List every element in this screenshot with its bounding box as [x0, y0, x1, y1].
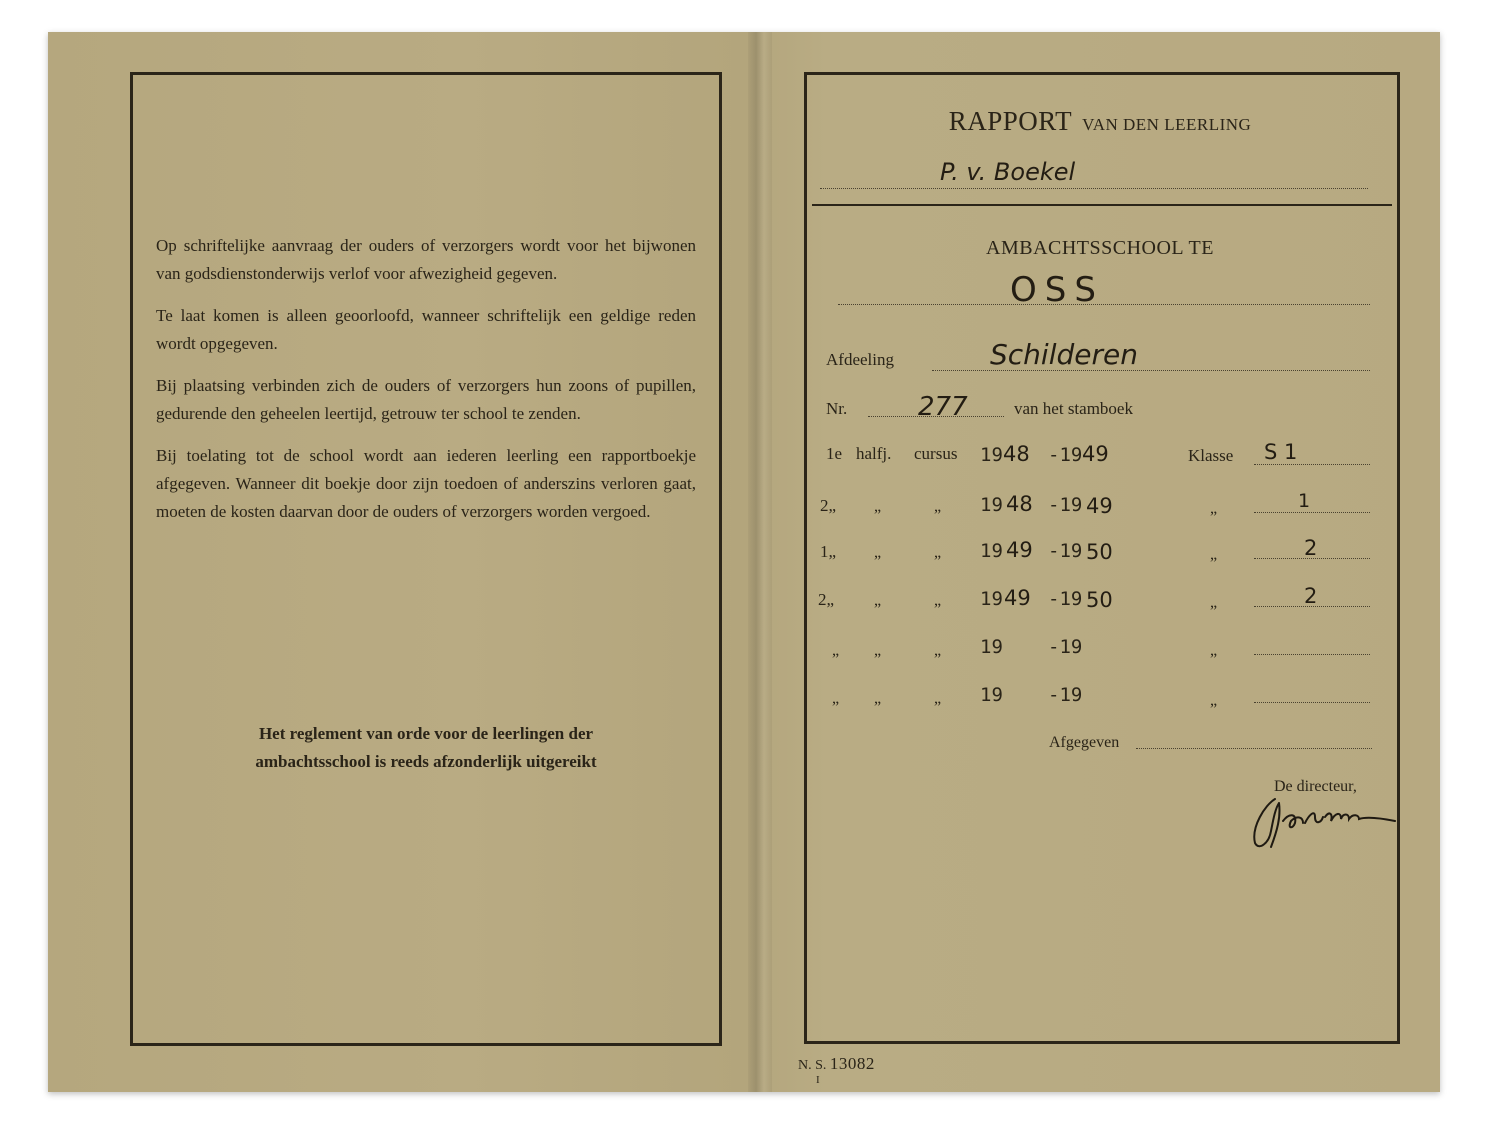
ditto-mark: „: [874, 690, 882, 707]
halfj-number: „: [832, 642, 840, 659]
afdeeling-value: Schilderen: [990, 338, 1138, 371]
halfj-number: 2„: [820, 496, 837, 515]
klasse-dotted-line: [1254, 606, 1370, 607]
afdeeling-dotted-line: [932, 370, 1370, 371]
reglement-note: [156, 720, 696, 776]
form-code-prefix: N. S.: [798, 1058, 827, 1073]
year-to-print: -19: [1048, 444, 1083, 466]
rules-text: [156, 232, 696, 540]
year-to-print: -19: [1048, 684, 1083, 706]
reglement-line: ambachtsschool is reeds afzonderlijk uitgereikt: [255, 752, 597, 771]
rule-paragraph: Op schriftelijke aanvraag der ouders of verzorgers wordt voor het bijwonen van godsdienstonderwijs verlof voor afwezigheid gegeven.: [156, 236, 696, 283]
afgegeven-dotted-line: [1136, 748, 1372, 749]
klasse-value: 2: [1304, 584, 1318, 608]
year-from-hand: 48: [1003, 442, 1030, 466]
klasse-dotted-line: [1254, 654, 1370, 655]
ditto-mark: „: [874, 498, 882, 515]
ditto-mark: „: [934, 592, 942, 609]
ditto-mark: „: [934, 690, 942, 707]
year-to-print: -19: [1048, 588, 1083, 610]
stamboek-label: van het stamboek: [1014, 399, 1133, 418]
year-to-print: -19: [1048, 494, 1083, 516]
rule-paragraph: Te laat komen is alleen geoorloofd, wanneer schriftelijk een geldige reden wordt opgegeven.: [156, 306, 696, 353]
year-from-print: 19: [980, 540, 1003, 562]
school-heading: AMBACHTSSCHOOL TE: [986, 237, 1214, 259]
left-page: [48, 32, 760, 1092]
year-to-print: -19: [1048, 540, 1083, 562]
cursus-label: cursus: [914, 444, 958, 463]
klasse-value: S 1: [1264, 440, 1298, 464]
ditto-mark: „: [934, 498, 942, 515]
klasse-dotted-line: [1254, 464, 1370, 465]
report-title: [760, 106, 1440, 137]
ditto-mark: „: [934, 642, 942, 659]
right-page: [760, 32, 1440, 1092]
form-code: [798, 1054, 875, 1086]
nr-dotted-line: [868, 416, 1004, 417]
afdeeling-label: Afdeeling: [826, 350, 894, 369]
title-main: RAPPORT: [948, 106, 1073, 136]
halfj-number: „: [832, 690, 840, 707]
year-from-print: 19: [980, 588, 1003, 610]
afgegeven-label: Afgegeven: [1049, 734, 1120, 751]
report-booklet: [48, 32, 1440, 1092]
reglement-line: Het reglement van orde voor de leerlingen der: [258, 724, 594, 743]
ditto-mark: „: [934, 544, 942, 561]
title-sub: VAN DEN LEERLING: [1082, 115, 1252, 134]
year-to-hand: 50: [1086, 588, 1113, 612]
klasse-ditto: „: [1210, 692, 1218, 709]
left-page-border: [130, 72, 722, 1046]
halfj-number: 1e: [826, 444, 843, 463]
rule-paragraph: Bij plaatsing verbinden zich de ouders of verzorgers hun zoons of pupillen, gedurende den geheelen leertijd, getrouw ter school te zenden.: [156, 376, 696, 423]
klasse-value: 2: [1304, 536, 1318, 560]
nr-label: Nr.: [826, 399, 848, 418]
klasse-label: Klasse: [1188, 446, 1234, 465]
ditto-mark: „: [874, 544, 882, 561]
name-dotted-line: [820, 188, 1368, 189]
year-from-hand: 49: [1004, 586, 1031, 610]
ditto-mark: „: [874, 592, 882, 609]
year-from-hand: 49: [1006, 538, 1033, 562]
nr-value: 277: [918, 392, 968, 422]
klasse-ditto: „: [1210, 642, 1218, 659]
directeur-label: De directeur,: [1274, 778, 1357, 795]
year-to-hand: 50: [1086, 540, 1113, 564]
year-from-hand: 48: [1006, 492, 1033, 516]
klasse-dotted-line: [1254, 702, 1370, 703]
halfj-label: halfj.: [856, 444, 892, 463]
klasse-ditto: „: [1210, 546, 1218, 563]
year-to-hand: 49: [1086, 494, 1113, 518]
klasse-value: 1: [1298, 490, 1311, 512]
halfj-number: 2„: [818, 590, 835, 609]
form-code-number: 13082: [829, 1054, 875, 1073]
year-to-print: -19: [1048, 636, 1083, 658]
year-from-print: 19: [980, 684, 1003, 706]
year-from-print: 19: [980, 636, 1003, 658]
student-name: P. v. Boekel: [940, 158, 1076, 186]
header-divider: [812, 204, 1392, 206]
director-signature: [1245, 787, 1405, 857]
halfj-number: 1„: [820, 542, 837, 561]
school-city: OSS: [1010, 270, 1104, 310]
klasse-ditto: „: [1210, 500, 1218, 517]
form-code-sub: I: [816, 1074, 820, 1086]
rule-paragraph: Bij toelating tot de school wordt aan iederen leerling een rapportboekje afgegeven. Wanneer dit boekje door zijn toedoen of anderszins verloren gaat, moeten de kosten daarvan door de ouders of verzorgers worden vergoed.: [156, 446, 696, 521]
year-from-print: 19: [980, 444, 1003, 466]
year-from-print: 19: [980, 494, 1003, 516]
ditto-mark: „: [874, 642, 882, 659]
klasse-dotted-line: [1254, 558, 1370, 559]
city-dotted-line: [838, 304, 1370, 305]
klasse-dotted-line: [1254, 512, 1370, 513]
klasse-ditto: „: [1210, 594, 1218, 611]
year-to-hand: 49: [1082, 442, 1109, 466]
